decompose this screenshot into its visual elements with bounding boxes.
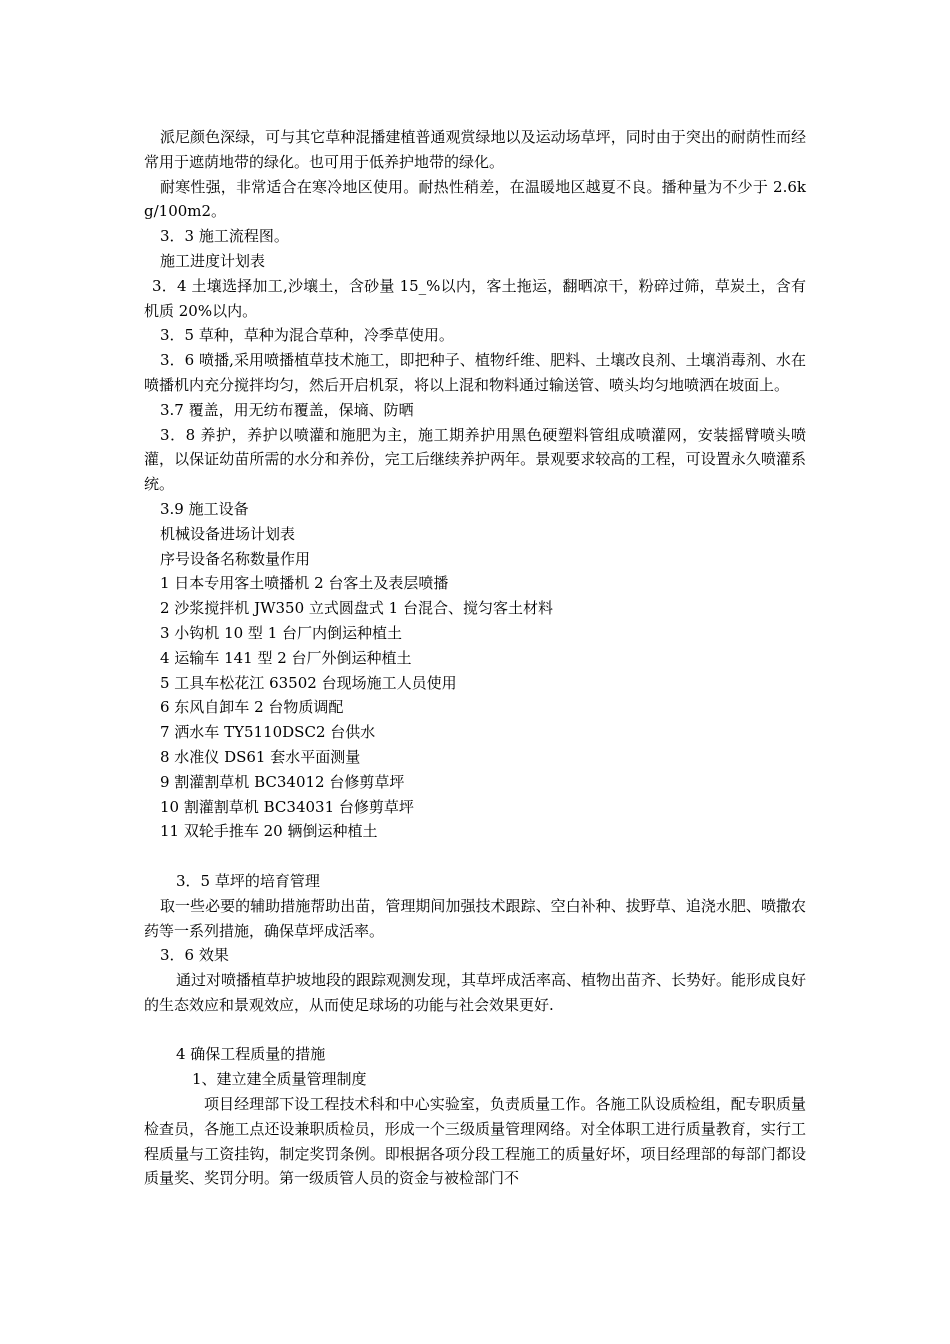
paragraph-grass-color: 派尼颜色深绿，可与其它草种混播建植普通观赏绿地以及运动场草坪，同时由于突出的耐荫性而经常用于遮荫地带的绿化。也可用于低养护地带的绿化。	[144, 128, 806, 171]
equipment-header: 序号设备名称数量作用	[160, 549, 311, 568]
paragraph-3-9: 3.9 施工设备	[160, 499, 249, 518]
paragraph-turf-management: 取一些必要的辅助措施帮助出苗，管理期间加强技术跟踪、空白补种、拔野草、追浇水肥、喷撒农药等一系列措施，确保草坪成活率。	[144, 896, 806, 940]
paragraph-effect: 通过对喷播植草护坡地段的跟踪观测发现，其草坪成活率高、植物出苗齐、长势好。能形成良好的生态效应和景观效应，从而使足球场的功能与社会效果更好.	[144, 971, 807, 1014]
blank-line	[144, 844, 806, 869]
paragraph-3-8: 3．8 养护，养护以喷灌和施肥为主，施工期养护用黑色硬塑料管组成喷灌网，安装摇臂喷头喷灌，以保证幼苗所需的水分和养份，完工后继续养护两年。景观要求较高的工程，可设置永久喷灌系统。	[144, 425, 806, 494]
heading-quality-measures: 4 确保工程质量的措施	[176, 1045, 326, 1064]
equipment-item: 10 割灌割草机 BC34031 台修剪草坪	[160, 797, 414, 816]
equipment-item: 9 割灌割草机 BC34012 台修剪草坪	[160, 772, 405, 791]
equipment-item: 2 沙浆搅拌机 JW350 立式圆盘式 1 台混合、搅匀客土材料	[160, 599, 553, 618]
equipment-item: 1 日本专用客土喷播机 2 台客土及表层喷播	[160, 574, 449, 593]
equipment-item: 11 双轮手推车 20 辆倒运种植土	[160, 822, 378, 841]
equipment-item: 8 水准仪 DS61 套水平面测量	[160, 747, 361, 766]
paragraph-3-5: 3．5 草种，草种为混合草种，冷季草使用。	[160, 326, 454, 345]
paragraph-equipment-plan: 机械设备进场计划表	[160, 524, 296, 543]
paragraph-3-7: 3.7 覆盖，用无纺布覆盖，保墒、防晒	[160, 400, 414, 419]
heading-quality-system: 1、建立建全质量管理制度	[192, 1070, 367, 1089]
paragraph-cold-tolerance: 耐寒性强，非常适合在寒冷地区使用。耐热性稍差，在温暖地区越夏不良。播种量为不少于 2.6kg/100m2。	[144, 177, 806, 221]
paragraph-3-6: 3．6 喷播,采用喷播植草技术施工，即把种子、植物纤维、肥料、土壤改良剂、土壤消毒剂、水在喷播机内充分搅拌均匀，然后开启机泵，将以上混和物料通过输送管、喷头均匀地喷洒在坡面上。	[144, 351, 806, 394]
equipment-item: 4 运输车 141 型 2 台厂外倒运种植土	[160, 648, 412, 667]
paragraph-3-4: 3．4 土壤选择加工,沙壤土，含砂量 15_%以内，客土拖运，翻晒凉干，粉碎过筛，草炭土，含有机质 20%以内。	[144, 276, 806, 320]
heading-effect: 3．6 效果	[160, 946, 229, 965]
equipment-item: 3 小钩机 10 型 1 台厂内倒运种植土	[160, 623, 403, 642]
equipment-item: 6 东风自卸车 2 台物质调配	[160, 698, 344, 717]
heading-turf-management: 3．5 草坪的培育管理	[176, 871, 320, 890]
blank-line	[144, 1018, 806, 1043]
document-body	[144, 125, 806, 1191]
paragraph-quality-system: 项目经理部下设工程技术科和中心实验室，负责质量工作。各施工队设质检组，配专职质量检查员，各施工点还设兼职质检员，形成一个三级质量管理网络。对全体职工进行质量教育，实行工程质量与工资挂钩，制定奖罚条例。即根据各项分段工程施工的质量好坏，项目经理部的每部门都设质量奖、奖罚分明。第一级质管人员的资金与被检部门不	[144, 1095, 806, 1188]
equipment-item: 7 洒水车 TY5110DSC2 台供水	[160, 723, 376, 742]
paragraph-3-3: 3．3 施工流程图。	[160, 227, 289, 246]
paragraph-schedule-table: 施工进度计划表	[160, 251, 266, 270]
equipment-item: 5 工具车松花江 63502 台现场施工人员使用	[160, 673, 457, 692]
